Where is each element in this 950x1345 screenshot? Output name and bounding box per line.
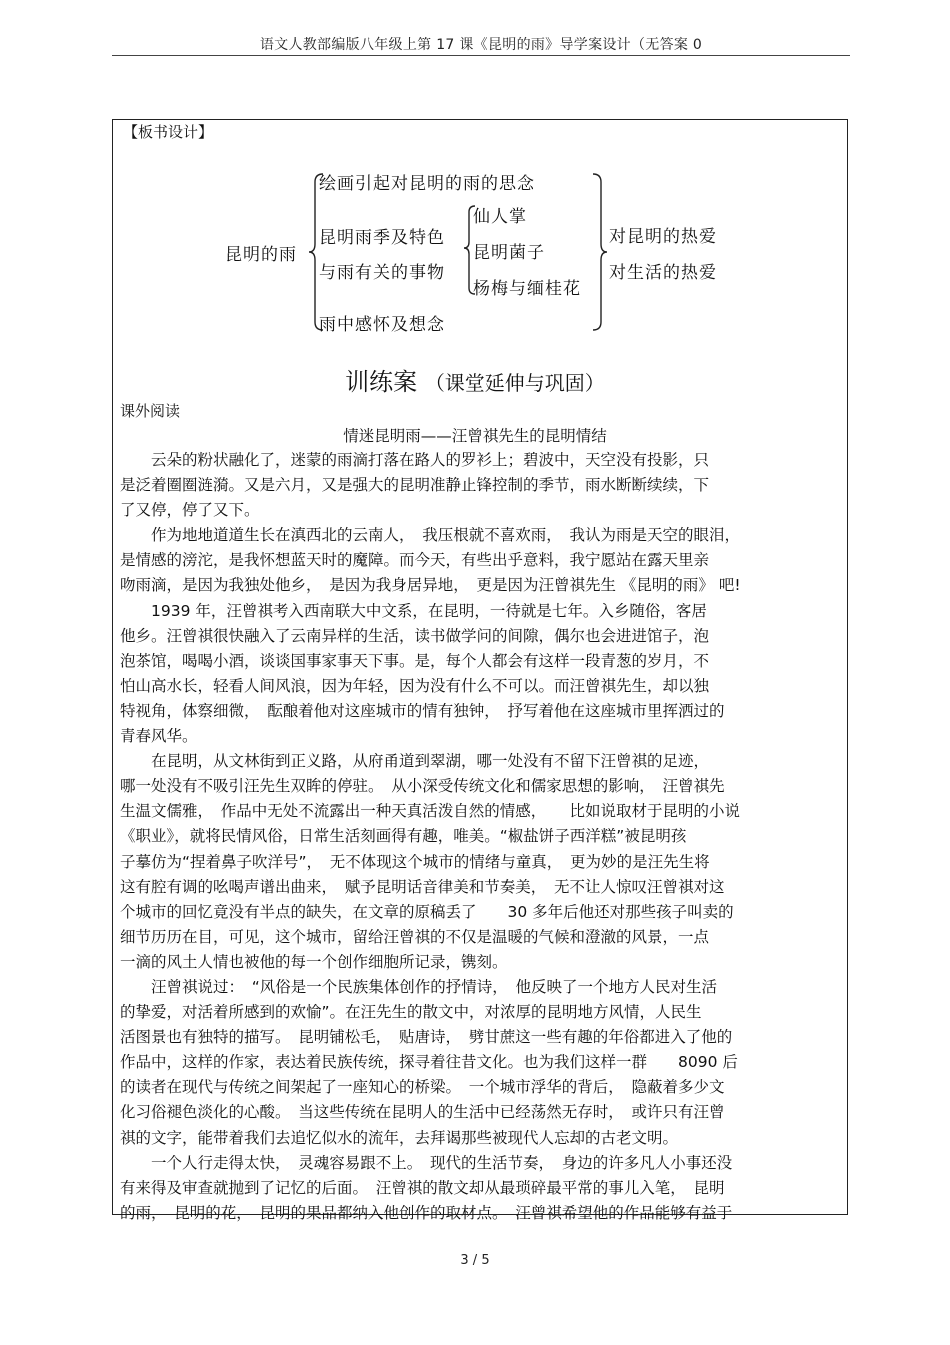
article-line: 化习俗褪色淡化的心酸。 当这些传统在昆明人的生活中已经荡然无存时， 或许只有汪曾 <box>120 1103 725 1122</box>
article-line: 有来得及审查就抛到了记忆的后面。 汪曾祺的散文却从最琐碎最平常的事儿入笔， 昆明 <box>120 1178 725 1197</box>
board-diagram <box>225 168 735 336</box>
article-line: 的读者在现代与传统之间架起了一座知心的桥梁。 一个城市浮华的背后， 隐蔽着多少文 <box>120 1078 725 1097</box>
article-line: 了又停，停了又下。 <box>120 501 260 520</box>
article-line: 作为地地道道生长在滇西北的云南人， 我压根就不喜欢雨， 我认为雨是天空的眼泪， <box>120 526 741 545</box>
article-line: 个城市的回忆竟没有半点的缺失，在文章的原稿丢了 30 多年后他还对那些孩子叫卖的 <box>120 902 734 921</box>
article-line: 祺的文字，能带着我们去追忆似水的流年，去拜谒那些被现代人忘却的古老文明。 <box>120 1128 679 1147</box>
article-body <box>120 448 840 1226</box>
article-line: 在昆明，从文林街到正义路，从府甬道到翠湖，哪一处没有不留下汪曾祺的足迹， <box>120 752 710 771</box>
article-line: 细节历历在目，可见，这个城市，留给汪曾祺的不仅是温暖的气候和澄澈的风景，一点 <box>120 927 710 946</box>
board-branch-1: 绘画引起对昆明的雨的思念 <box>319 174 535 194</box>
article-line: 泡茶馆，喝喝小酒，谈谈国事家事天下事。是，每个人都会有这样一段青葱的岁月，不 <box>120 651 710 670</box>
article-line: 这有腔有调的吆喝声谱出曲来， 赋予昆明话音律美和节奏美， 无不让人惊叹汪曾祺对这 <box>120 877 725 896</box>
board-theme-2: 对生活的热爱 <box>609 263 717 283</box>
article-title: 情迷昆明雨——汪曾祺先生的昆明情结 <box>343 427 607 445</box>
page-header: 语文人教部编版八年级上第 17 课《昆明的雨》导学案设计（无答案 0 <box>259 37 703 53</box>
board-branch-3: 雨中感怀及想念 <box>319 315 445 335</box>
training-title <box>0 362 950 397</box>
article-line: 生温文儒雅， 作品中无处不流露出一种天真活泼自然的情感， 比如说取材于昆明的小说 <box>120 802 741 821</box>
board-design-label: 【板书设计】 <box>123 123 214 141</box>
article-line: 怕山高水长，轻看人间风浪，因为年轻，因为没有什么不可以。而汪曾祺先生，却以独 <box>120 676 710 695</box>
article-line: 云朵的粉状融化了，迷蒙的雨滴打落在路人的罗衫上；碧波中，天空没有投影，只 <box>120 451 710 469</box>
article-line: 汪曾祺说过： “风俗是一个民族集体创作的抒情诗， 他反映了一个地方人民对生活 <box>120 977 718 996</box>
article-line: 《职业》，就将民情风俗，日常生活刻画得有趣，唯美。“椒盐饼子西洋糕”被昆明孩 <box>120 827 687 846</box>
article-line: 一滴的风土人情也被他的每一个创作细胞所记录，镌刻。 <box>120 952 508 971</box>
article-line: 活图景也有独特的描写。 昆明铺松毛， 贴唐诗， 劈甘蔗这一些有趣的年俗都进入了他的 <box>120 1028 733 1047</box>
board-sub-2: 昆明菌子 <box>473 243 545 263</box>
article-line: 青春风华。 <box>120 727 198 746</box>
board-branch-2b: 与雨有关的事物 <box>319 263 445 283</box>
article-line: 他乡。汪曾祺很快融入了云南异样的生活，读书做学问的间隙，偶尔也会进进馆子，泡 <box>120 626 710 645</box>
article-line: 的雨， 昆明的花， 昆明的果品都纳入他创作的取材点。 汪曾祺希望他的作品能够有益于 <box>120 1203 733 1222</box>
page-number: 3 / 5 <box>460 1253 490 1268</box>
article-line: 子摹仿为“捏着鼻子吹洋号”， 无不体现这个城市的情绪与童真， 更为妙的是汪先生将 <box>120 852 710 871</box>
board-root: 昆明的雨 <box>225 245 297 265</box>
board-sub-3: 杨梅与缅桂花 <box>473 279 581 299</box>
article-line: 是情感的滂沱，是我怀想蓝天时的魔障。而今天，有些出乎意料，我宁愿站在露天里亲 <box>120 551 710 570</box>
brace-root <box>309 174 323 330</box>
article-line: 作品中，这样的作家，表达着民族传统，探寻着往昔文化。也为我们这样一群 8090 后 <box>120 1053 738 1072</box>
article-line: 特视角，体察细微， 酝酿着他对这座城市的情有独钟， 抒写着他在这座城市里挥洒过的 <box>120 701 725 720</box>
article-line: 1939 年，汪曾祺考入西南联大中文系，在昆明，一待就是七年。入乡随俗，客居 <box>120 601 707 620</box>
board-theme-1: 对昆明的热爱 <box>609 227 717 247</box>
training-title-sub: （课堂延伸与巩固） <box>424 371 605 395</box>
board-sub-1: 仙人掌 <box>473 207 527 227</box>
training-title-main: 训练案 <box>345 368 418 396</box>
article-line: 哪一处没有不吸引汪先生双眸的停驻。 从小深受传统文化和儒家思想的影响， 汪曾祺先 <box>120 777 725 796</box>
header-rule <box>112 55 850 56</box>
article-line: 吻雨滴，是因为我独处他乡， 是因为我身居异地， 更是因为汪曾祺先生 《昆明的雨》 吧! <box>120 576 741 595</box>
brace-right <box>593 174 607 330</box>
article-line: 一个人行走得太快， 灵魂容易跟不上。 现代的生活节奏， 身边的许多凡人小事还没 <box>120 1153 733 1172</box>
article-line: 的挚爱，对活着所感到的欢愉”。在汪先生的散文中，对浓厚的昆明地方风情，人民生 <box>120 1003 702 1022</box>
article-line: 是泛着圈圈涟漪。又是六月，又是强大的昆明准静止锋控制的季节，雨水断断续续，下 <box>120 476 710 495</box>
extra-reading-label: 课外阅读 <box>120 402 181 420</box>
board-branch-2a: 昆明雨季及特色 <box>319 228 445 248</box>
